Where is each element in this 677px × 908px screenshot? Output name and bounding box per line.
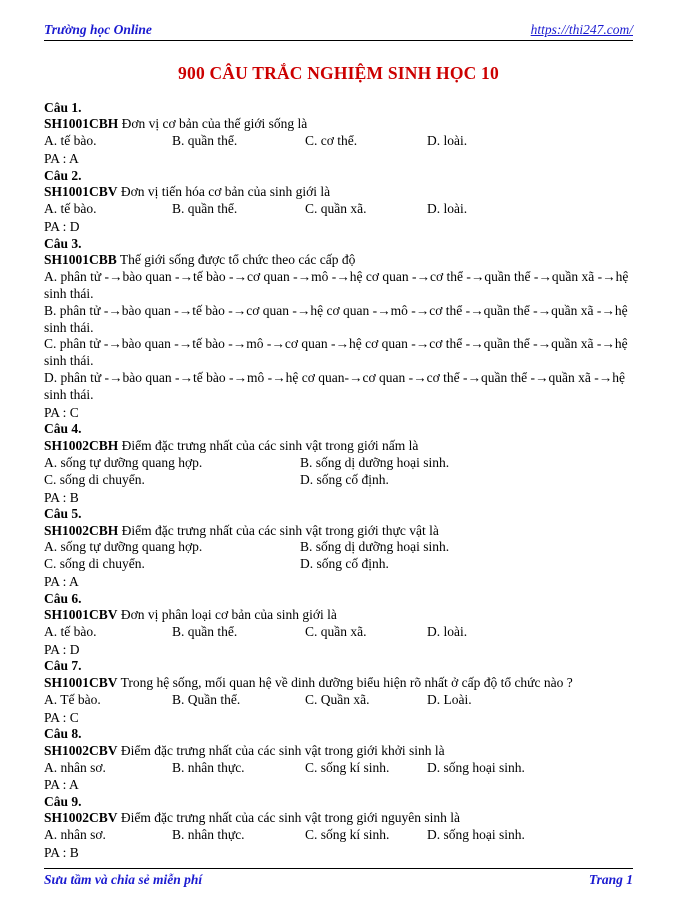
answer-key: PA : A [44, 151, 79, 167]
option-row [44, 760, 633, 777]
question-code: SH1001CBV [44, 184, 118, 200]
page-header [44, 22, 633, 41]
question-block [44, 658, 633, 726]
question-number: Câu 3. [44, 235, 82, 251]
option-item[interactable]: C. quần xã. [305, 624, 367, 640]
question-stem [44, 675, 633, 692]
question-stem [44, 252, 633, 269]
answer-key: PA : A [44, 574, 79, 590]
option-item[interactable]: A. nhân sơ. [44, 827, 106, 843]
question-list [44, 100, 633, 862]
question-stem [44, 810, 633, 827]
option-item[interactable]: A. tế bào. [44, 133, 97, 149]
question-text: Điểm đặc trưng nhất của các sinh vật trong giới thực vật là [118, 522, 439, 538]
option-item[interactable]: D. sống hoại sinh. [427, 827, 525, 843]
question-number: Câu 2. [44, 167, 82, 183]
page-title: 900 CÂU TRẮC NGHIỆM SINH HỌC 10 [178, 63, 499, 83]
question-code: SH1002CBV [44, 742, 118, 758]
option-row [44, 827, 633, 844]
question-stem [44, 523, 633, 540]
question-block [44, 726, 633, 794]
question-code: SH1001CBH [44, 116, 119, 132]
option-row [44, 472, 633, 489]
option-item[interactable]: D. sống cố định. [300, 471, 389, 487]
answer-key: PA : C [44, 404, 79, 420]
question-stem [44, 743, 633, 760]
option-item[interactable]: B. sống dị dưỡng hoại sinh. [300, 539, 450, 555]
option-row [44, 556, 633, 573]
option-item[interactable]: B. sống dị dưỡng hoại sinh. [300, 454, 450, 470]
question-number: Câu 1. [44, 100, 82, 115]
option-row [44, 539, 633, 556]
option-item[interactable]: C. sống kí sinh. [305, 827, 390, 843]
option-item[interactable]: A. nhân sơ. [44, 759, 106, 775]
footer-note: Sưu tầm và chia sẻ miễn phí [44, 872, 203, 887]
option-item[interactable]: D. loài. [427, 201, 468, 217]
answer-key: PA : A [44, 777, 79, 793]
footer-page-number: Trang 1 [588, 872, 633, 887]
question-stem [44, 607, 633, 624]
option-item[interactable]: D. sống cố định. [300, 556, 389, 572]
option-item[interactable]: D. Loài. [427, 691, 472, 707]
option-item[interactable]: B. phân tử -→bào quan -→tế bào -→cơ quan -→hệ cơ quan -→mô -→cơ thể -→quần thể -→quần xã -→hệ sinh thái. [44, 302, 628, 335]
answer-key: PA : D [44, 218, 80, 234]
option-item[interactable]: C. sống di chuyển. [44, 556, 145, 572]
question-number: Câu 7. [44, 658, 82, 674]
option-item[interactable]: B. quần thể. [172, 201, 238, 217]
option-row [44, 133, 633, 150]
question-text: Đơn vị tiến hóa cơ bản của sinh giới là [117, 184, 331, 200]
question-block [44, 794, 633, 862]
question-code: SH1002CBH [44, 522, 119, 538]
option-item[interactable]: C. sống di chuyển. [44, 471, 145, 487]
question-number: Câu 9. [44, 794, 82, 809]
option-item[interactable]: D. loài. [427, 624, 468, 640]
option-item[interactable]: C. sống kí sinh. [305, 759, 390, 775]
option-row [44, 201, 633, 218]
question-block [44, 421, 633, 506]
option-item[interactable]: A. sống tự dưỡng quang hợp. [44, 454, 203, 470]
question-number: Câu 5. [44, 506, 82, 522]
question-text: Điểm đặc trưng nhất của các sinh vật trong giới khởi sinh là [117, 742, 445, 758]
answer-key: PA : B [44, 489, 79, 505]
question-stem [44, 184, 633, 201]
option-item[interactable]: B. Quần thể. [172, 691, 241, 707]
option-item[interactable]: B. quần thể. [172, 624, 238, 640]
option-row [44, 455, 633, 472]
option-item[interactable]: B. nhân thực. [172, 759, 245, 775]
page-footer [44, 868, 633, 888]
question-block [44, 168, 633, 236]
option-item[interactable]: C. quần xã. [305, 201, 367, 217]
question-code: SH1001CBV [44, 607, 118, 623]
header-site-url[interactable]: https://thi247.com/ [530, 22, 633, 37]
option-item[interactable]: B. quần thể. [172, 133, 238, 149]
option-item[interactable]: A. tế bào. [44, 201, 97, 217]
option-item[interactable]: D. phân tử -→bào quan -→tế bào -→mô -→hệ cơ quan-→cơ quan -→cơ thể -→quần thể -→quần xã -→hệ sinh thái. [44, 370, 625, 402]
question-code: SH1001CBB [44, 252, 117, 267]
question-code: SH1001CBV [44, 674, 118, 690]
answer-key: PA : D [44, 641, 80, 657]
question-code: SH1002CBH [44, 437, 119, 453]
option-item[interactable]: C. Quần xã. [305, 691, 370, 707]
option-item[interactable]: D. loài. [427, 133, 468, 149]
answer-key: PA : C [44, 709, 79, 725]
question-stem [44, 116, 633, 133]
question-block [44, 591, 633, 659]
question-code: SH1002CBV [44, 810, 118, 826]
question-text: Điểm đặc trưng nhất của các sinh vật trong giới nguyên sinh là [117, 810, 461, 826]
option-item[interactable]: B. nhân thực. [172, 827, 245, 843]
option-item[interactable]: C. cơ thể. [305, 133, 358, 149]
option-item[interactable]: A. tế bào. [44, 624, 97, 640]
question-text: Trong hệ sống, mối quan hệ về dinh dưỡng biểu hiện rõ nhất ở cấp độ tổ chức nào ? [117, 674, 573, 690]
option-row [44, 692, 633, 709]
question-block [44, 506, 633, 591]
question-number: Câu 8. [44, 726, 82, 742]
question-text: Đơn vị cơ bản của thế giới sống là [118, 116, 308, 132]
header-site-name: Trường học Online [44, 22, 152, 37]
question-text: Điểm đặc trưng nhất của các sinh vật trong giới nấm là [118, 437, 419, 453]
option-item[interactable]: C. phân tử -→bào quan -→tế bào -→mô -→cơ quan -→hệ cơ quan -→cơ thể -→quần thể -→quần xã -→hệ sinh thái. [44, 336, 628, 369]
question-text: Đơn vị phân loại cơ bản của sinh giới là [117, 607, 337, 623]
question-block [44, 236, 633, 422]
question-block [44, 100, 633, 168]
question-number: Câu 4. [44, 421, 82, 437]
option-row [44, 624, 633, 641]
question-text: Thế giới sống được tổ chức theo các cấp độ [116, 252, 356, 267]
option-item[interactable]: A. Tế bào. [44, 691, 101, 707]
option-item[interactable]: A. phân tử -→bào quan -→tế bào -→cơ quan -→mô -→hệ cơ quan -→cơ thể -→quần thể -→quần xã -→hệ sinh thái. [44, 268, 629, 301]
question-number: Câu 6. [44, 590, 82, 606]
option-item[interactable]: D. sống hoại sinh. [427, 759, 525, 775]
question-stem [44, 438, 633, 455]
option-item[interactable]: A. sống tự dưỡng quang hợp. [44, 539, 203, 555]
answer-key: PA : B [44, 845, 79, 861]
